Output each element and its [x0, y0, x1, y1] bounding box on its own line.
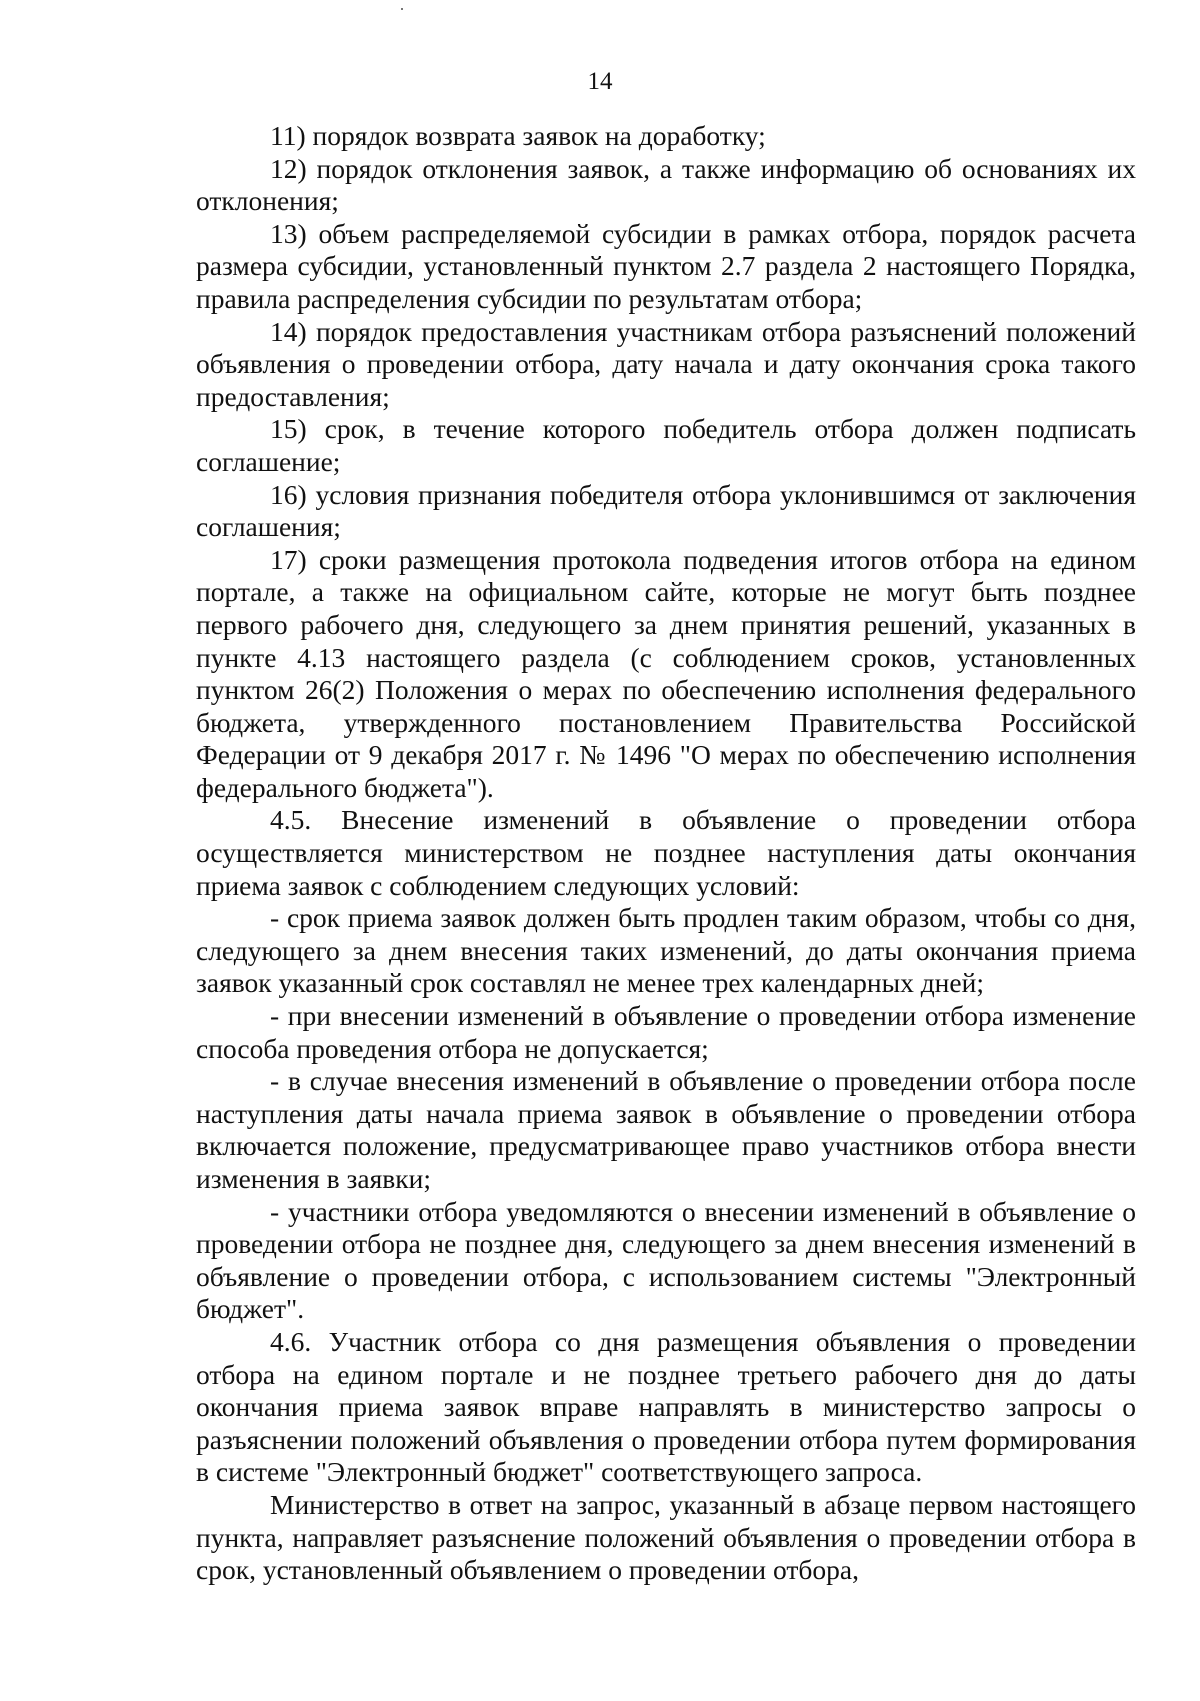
list-item-16: 16) условия признания победителя отбора уклонившимся от заключения соглашения;: [196, 478, 1136, 543]
clause-4-6: 4.6. Участник отбора со дня размещения объявления о проведении отбора на едином портале и не позднее третьего рабочего дня до даты окончания приема заявок вправе направлять в министерство запросы о разъяснении положений объявления о проведении отбора путем формирования в системе "Электронный бюджет" соответствующего запроса.: [196, 1325, 1136, 1488]
list-item-12: 12) порядок отклонения заявок, а также информацию об основаниях их отклонения;: [196, 152, 1136, 217]
list-item-15: 15) срок, в течение которого победитель отбора должен подписать соглашение;: [196, 413, 1136, 477]
clause-4-5-condition-1: - срок приема заявок должен быть продлен таким образом, чтобы со дня, следующего за днем внесения таких изменений, до даты окончания приема заявок указанный срок составлял не менее трех календарных дней;: [196, 902, 1136, 999]
clause-4-5-condition-2: - при внесении изменений в объявление о проведении отбора изменение способа проведения отбора не допускается;: [196, 1000, 1136, 1064]
list-item-11: 11) порядок возврата заявок на доработку;: [270, 120, 766, 151]
list-item-14: 14) порядок предоставления участникам отбора разъяснений положений объявления о проведении отбора, дату начала и дату окончания срока такого предоставления;: [196, 315, 1136, 412]
page-number: 14: [587, 68, 613, 95]
list-item-17: 17) сроки размещения протокола подведения итогов отбора на едином портале, а также на официальном сайте, которые не могут быть позднее первого рабочего дня, следующего за днем принятия решений, указанных в пункте 4.13 настоящего раздела (с соблюдением сроков, установленных пунктом 26(2) Положения о мерах по обеспечению исполнения федерального бюджета, утвержденного постановлением Правительства Российской Федерации от 9 декабря 2017 г. № 1496 "О мерах по обеспечению исполнения федерального бюджета").: [196, 543, 1136, 803]
document-body: [196, 120, 1136, 1587]
list-item-13: 13) объем распределяемой субсидии в рамках отбора, порядок расчета размера субсидии, установленный пунктом 2.7 раздела 2 настоящего Порядка, правила распределения субсидии по результатам отбора;: [196, 217, 1136, 314]
clause-4-5-condition-3: - в случае внесения изменений в объявление о проведении отбора после наступления даты начала приема заявок в объявление о проведении отбора включается положение, предусматривающее право участников отбора внести изменения в заявки;: [196, 1065, 1136, 1194]
clause-4-5-condition-4: - участники отбора уведомляются о внесении изменений в объявление о проведении отбора не позднее дня, следующего за днем внесения изменений в объявление о проведении отбора, с использованием системы "Электронный бюджет".: [196, 1195, 1136, 1325]
scan-artifact: [401, 8, 403, 10]
clause-4-6-paragraph-2: Министерство в ответ на запрос, указанный в абзаце первом настоящего пункта, направляет разъяснение положений объявления о проведении отбора в срок, установленный объявлением о проведении отбора,: [196, 1488, 1136, 1586]
clause-4-5: 4.5. Внесение изменений в объявление о проведении отбора осуществляется министерством не позднее наступления даты окончания приема заявок с соблюдением следующих условий:: [196, 804, 1136, 901]
